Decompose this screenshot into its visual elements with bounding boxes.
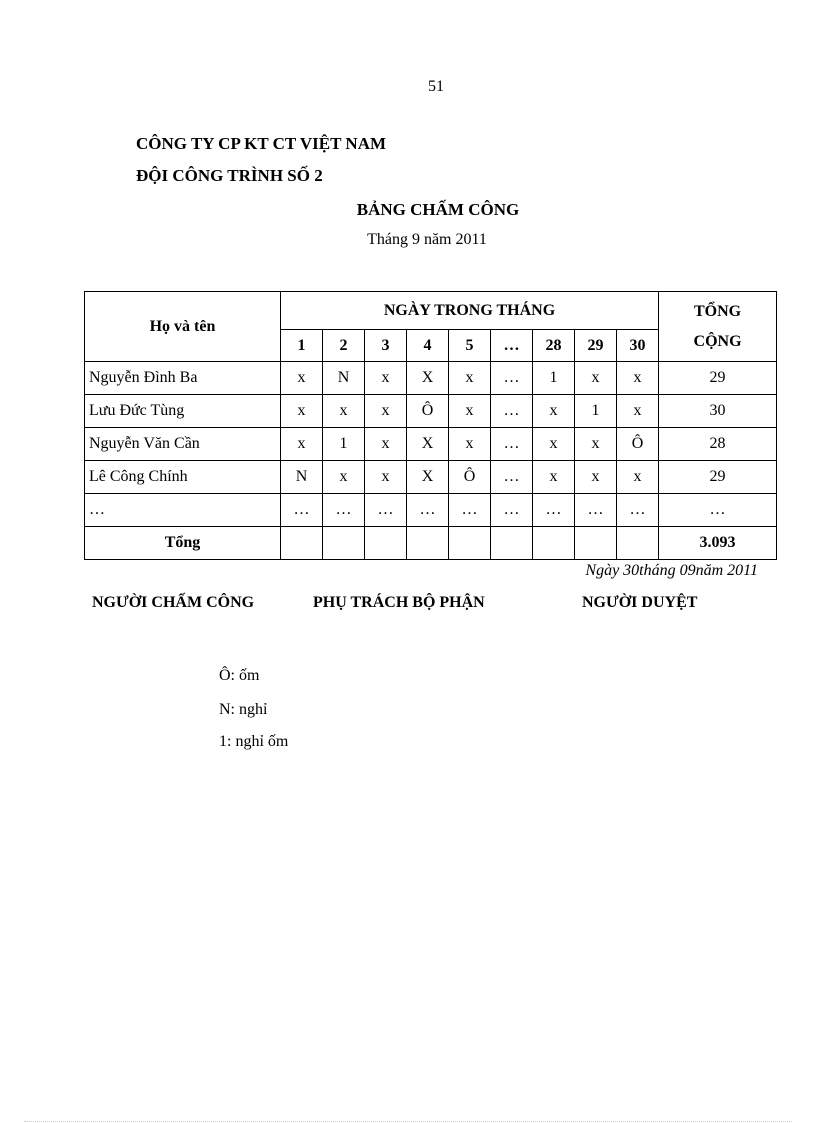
- attendance-cell: …: [533, 494, 575, 527]
- timesheet-table: [84, 291, 777, 560]
- empty-cell: [365, 527, 407, 560]
- attendance-cell: x: [575, 461, 617, 494]
- attendance-cell: …: [323, 494, 365, 527]
- table-row: [85, 494, 777, 527]
- attendance-cell: x: [365, 428, 407, 461]
- empty-cell: [449, 527, 491, 560]
- attendance-cell: …: [449, 494, 491, 527]
- footer-divider: [24, 1121, 792, 1122]
- attendance-cell: …: [491, 494, 533, 527]
- row-total: 30: [659, 395, 777, 428]
- attendance-cell: x: [617, 395, 659, 428]
- attendance-cell: …: [491, 395, 533, 428]
- table-row: [85, 362, 777, 395]
- signature-department-head: PHỤ TRÁCH BỘ PHẬN: [313, 594, 485, 611]
- total-column-header: [659, 292, 777, 362]
- employee-name: Nguyễn Đình Ba: [85, 362, 281, 395]
- team-name: ĐỘI CÔNG TRÌNH SỐ 2: [136, 166, 323, 185]
- attendance-cell: x: [617, 362, 659, 395]
- name-column-header: Họ và tên: [85, 292, 281, 362]
- attendance-cell: x: [281, 395, 323, 428]
- table-row: [85, 461, 777, 494]
- day-header: 5: [449, 330, 491, 362]
- empty-cell: [575, 527, 617, 560]
- attendance-cell: …: [617, 494, 659, 527]
- total-header-line1: TỔNG: [693, 302, 742, 320]
- attendance-cell: …: [365, 494, 407, 527]
- attendance-cell: x: [449, 428, 491, 461]
- days-column-header: NGÀY TRONG THÁNG: [281, 292, 659, 330]
- attendance-cell: x: [533, 428, 575, 461]
- attendance-cell: Ô: [449, 461, 491, 494]
- empty-cell: [617, 527, 659, 560]
- day-header: …: [491, 330, 533, 362]
- attendance-cell: …: [491, 461, 533, 494]
- empty-cell: [281, 527, 323, 560]
- row-total: 28: [659, 428, 777, 461]
- attendance-cell: x: [449, 362, 491, 395]
- company-name: CÔNG TY CP KT CT VIỆT NAM: [136, 134, 387, 153]
- day-header: 4: [407, 330, 449, 362]
- signature-approver: NGƯỜI DUYỆT: [582, 594, 698, 611]
- attendance-cell: x: [365, 395, 407, 428]
- employee-name: Nguyễn Văn Cần: [85, 428, 281, 461]
- total-header-line2: CỘNG: [693, 332, 742, 350]
- attendance-cell: …: [407, 494, 449, 527]
- attendance-cell: Ô: [407, 395, 449, 428]
- empty-cell: [491, 527, 533, 560]
- attendance-cell: x: [533, 395, 575, 428]
- date-line: Ngày 30tháng 09năm 2011: [585, 562, 758, 579]
- attendance-cell: x: [575, 362, 617, 395]
- empty-cell: [407, 527, 449, 560]
- page-number: 51: [428, 78, 444, 95]
- total-row-label: Tổng: [85, 527, 281, 560]
- attendance-cell: X: [407, 428, 449, 461]
- legend-item: N: nghỉ: [219, 701, 268, 718]
- row-total: 29: [659, 461, 777, 494]
- legend-item: 1: nghỉ ốm: [219, 733, 289, 750]
- attendance-cell: x: [323, 395, 365, 428]
- attendance-cell: x: [449, 395, 491, 428]
- attendance-cell: N: [281, 461, 323, 494]
- day-header: 3: [365, 330, 407, 362]
- attendance-cell: …: [491, 362, 533, 395]
- employee-name: Lưu Đức Tùng: [85, 395, 281, 428]
- attendance-cell: x: [575, 428, 617, 461]
- attendance-cell: 1: [575, 395, 617, 428]
- day-header: 28: [533, 330, 575, 362]
- employee-name: Lê Công Chính: [85, 461, 281, 494]
- attendance-cell: X: [407, 362, 449, 395]
- attendance-cell: N: [323, 362, 365, 395]
- legend-item: Ô: ốm: [219, 667, 260, 684]
- table-row: [85, 395, 777, 428]
- row-total: …: [659, 494, 777, 527]
- attendance-cell: x: [617, 461, 659, 494]
- attendance-cell: X: [407, 461, 449, 494]
- document-title: BẢNG CHẤM CÔNG: [356, 200, 520, 219]
- empty-cell: [533, 527, 575, 560]
- attendance-cell: x: [365, 362, 407, 395]
- day-header: 30: [617, 330, 659, 362]
- total-row: [85, 527, 777, 560]
- table-row: [85, 428, 777, 461]
- attendance-cell: x: [281, 362, 323, 395]
- day-header: 1: [281, 330, 323, 362]
- attendance-cell: Ô: [617, 428, 659, 461]
- attendance-cell: 1: [533, 362, 575, 395]
- document-subtitle: Tháng 9 năm 2011: [367, 231, 487, 248]
- attendance-cell: x: [323, 461, 365, 494]
- attendance-cell: x: [365, 461, 407, 494]
- day-header: 2: [323, 330, 365, 362]
- row-total: 29: [659, 362, 777, 395]
- attendance-cell: …: [281, 494, 323, 527]
- attendance-cell: 1: [323, 428, 365, 461]
- attendance-cell: …: [575, 494, 617, 527]
- grand-total: 3.093: [659, 527, 777, 560]
- signature-timekeeper: NGƯỜI CHẤM CÔNG: [92, 594, 255, 611]
- employee-name: …: [85, 494, 281, 527]
- attendance-cell: x: [533, 461, 575, 494]
- attendance-cell: x: [281, 428, 323, 461]
- day-header: 29: [575, 330, 617, 362]
- attendance-cell: …: [491, 428, 533, 461]
- empty-cell: [323, 527, 365, 560]
